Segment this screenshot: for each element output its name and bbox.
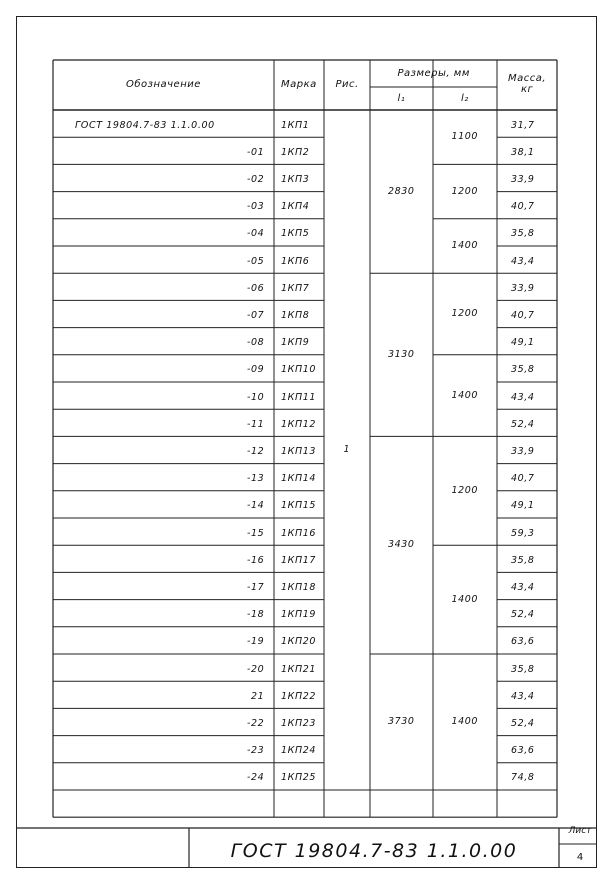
l1-value: 3730 — [388, 716, 415, 727]
row-mark: 1КП20 — [281, 636, 317, 648]
row-mark: 1КП10 — [281, 364, 317, 376]
row-mass: 59,3 — [511, 527, 535, 539]
row-mass: 49,1 — [511, 337, 535, 349]
row-designation: -17 — [247, 582, 265, 593]
row-mass: 43,4 — [511, 255, 535, 267]
header-mass: Масса, — [508, 73, 547, 84]
row-mark: 1КП23 — [281, 718, 317, 729]
row-mass: 33,9 — [511, 446, 535, 457]
row-mark: 1КП21 — [281, 663, 317, 675]
row-designation: -07 — [247, 310, 265, 321]
l2-value: 1400 — [451, 389, 479, 401]
row-mass: 43,4 — [511, 582, 535, 593]
row-mark: 1КП1 — [281, 119, 310, 131]
row-designation: -24 — [247, 772, 265, 784]
row-designation: -01 — [247, 146, 265, 158]
l2-value: 1400 — [451, 716, 479, 727]
row-mass: 74,8 — [511, 772, 535, 784]
row-mass: 52,4 — [511, 718, 535, 729]
row-designation: -11 — [247, 418, 265, 430]
row-mark: 1КП24 — [281, 745, 317, 757]
row-mark: 1КП2 — [281, 146, 310, 158]
row-designation: -12 — [247, 446, 265, 457]
title-block — [189, 828, 559, 868]
row-mass: 63,6 — [511, 745, 535, 757]
row-mass: 38,1 — [511, 146, 535, 158]
figure-value: 1 — [343, 444, 351, 455]
row-designation: -04 — [247, 228, 265, 240]
row-mass: 35,8 — [511, 364, 535, 376]
row-designation: -05 — [247, 255, 265, 267]
document-title: ГОСТ 19804.7-83 1.1.0.00 — [230, 840, 518, 862]
l2-value: 1200 — [451, 185, 479, 197]
row-mark: 1КП7 — [281, 282, 310, 294]
row-mass: 40,7 — [511, 473, 535, 485]
header-l2: l₂ — [461, 92, 469, 104]
l2-value: 1100 — [451, 131, 479, 143]
row-mark: 1КП22 — [281, 690, 317, 702]
row-designation: -06 — [247, 282, 265, 294]
header-sizes: Размеры, мм — [397, 67, 470, 79]
l1-value: 3130 — [388, 348, 415, 360]
row-mass: 52,4 — [511, 418, 535, 430]
row-mark: 1КП25 — [281, 772, 317, 784]
row-mass: 43,4 — [511, 391, 535, 403]
row-designation: -14 — [247, 500, 265, 512]
row-designation: -08 — [247, 337, 265, 349]
row-mark: 1КП3 — [281, 174, 310, 185]
row-designation: -10 — [247, 391, 265, 403]
sheet-number: 4 — [576, 852, 584, 863]
l2-value: 1400 — [451, 240, 479, 251]
row-mass: 40,7 — [511, 201, 535, 213]
row-designation: -09 — [247, 364, 265, 376]
row-mark: 1КП13 — [281, 446, 317, 457]
row-mass: 31,7 — [511, 119, 535, 131]
l1-value: 3430 — [388, 539, 415, 551]
row-mark: 1КП14 — [281, 473, 317, 485]
row-mark: 1КП4 — [281, 201, 310, 213]
l1-value: 2830 — [388, 185, 415, 197]
row-mass: 52,4 — [511, 609, 535, 621]
row-mass: 49,1 — [511, 500, 535, 512]
row-mass: 33,9 — [511, 174, 535, 185]
row-designation: -23 — [247, 745, 265, 757]
sheet-label: Лист — [568, 826, 592, 836]
row-mass: 33,9 — [511, 282, 535, 294]
header-l1: l₁ — [397, 92, 406, 104]
row-mark: 1КП9 — [281, 337, 310, 349]
row-designation: -22 — [247, 718, 265, 729]
row-designation: -15 — [247, 527, 265, 539]
row-designation: -03 — [247, 201, 265, 213]
header-designation: Обозначение — [126, 79, 201, 90]
row-mark: 1КП16 — [281, 527, 317, 539]
row-designation: -19 — [247, 636, 265, 648]
l2-value: 1200 — [451, 308, 479, 319]
row-mass: 43,4 — [511, 690, 535, 702]
row-designation: -18 — [247, 609, 265, 621]
l2-value: 1200 — [451, 484, 479, 496]
header-mass-unit: кг — [521, 84, 534, 95]
row-designation: -20 — [247, 663, 265, 675]
row-mark: 1КП5 — [281, 228, 310, 240]
row-mass: 40,7 — [511, 310, 535, 321]
row-mark: 1КП19 — [281, 609, 317, 621]
row-designation: ГОСТ 19804.7-83 1.1.0.00 — [75, 119, 215, 131]
header-mark: Марка — [281, 79, 317, 90]
row-designation: 21 — [251, 690, 265, 702]
row-mark: 1КП12 — [281, 418, 317, 430]
row-mass: 63,6 — [511, 636, 535, 648]
row-mass: 35,8 — [511, 554, 535, 566]
l2-value: 1400 — [451, 593, 479, 605]
row-mass: 35,8 — [511, 663, 535, 675]
row-mark: 1КП15 — [281, 500, 317, 512]
row-designation: -02 — [247, 174, 265, 185]
row-mark: 1КП8 — [281, 310, 310, 321]
row-designation: -16 — [247, 554, 265, 566]
row-mark: 1КП18 — [281, 582, 317, 593]
header-figure: Рис. — [335, 79, 359, 90]
row-mark: 1КП11 — [281, 391, 317, 403]
row-mass: 35,8 — [511, 228, 535, 240]
row-designation: -13 — [247, 473, 265, 485]
row-mark: 1КП17 — [281, 554, 317, 566]
row-mark: 1КП6 — [281, 255, 310, 267]
